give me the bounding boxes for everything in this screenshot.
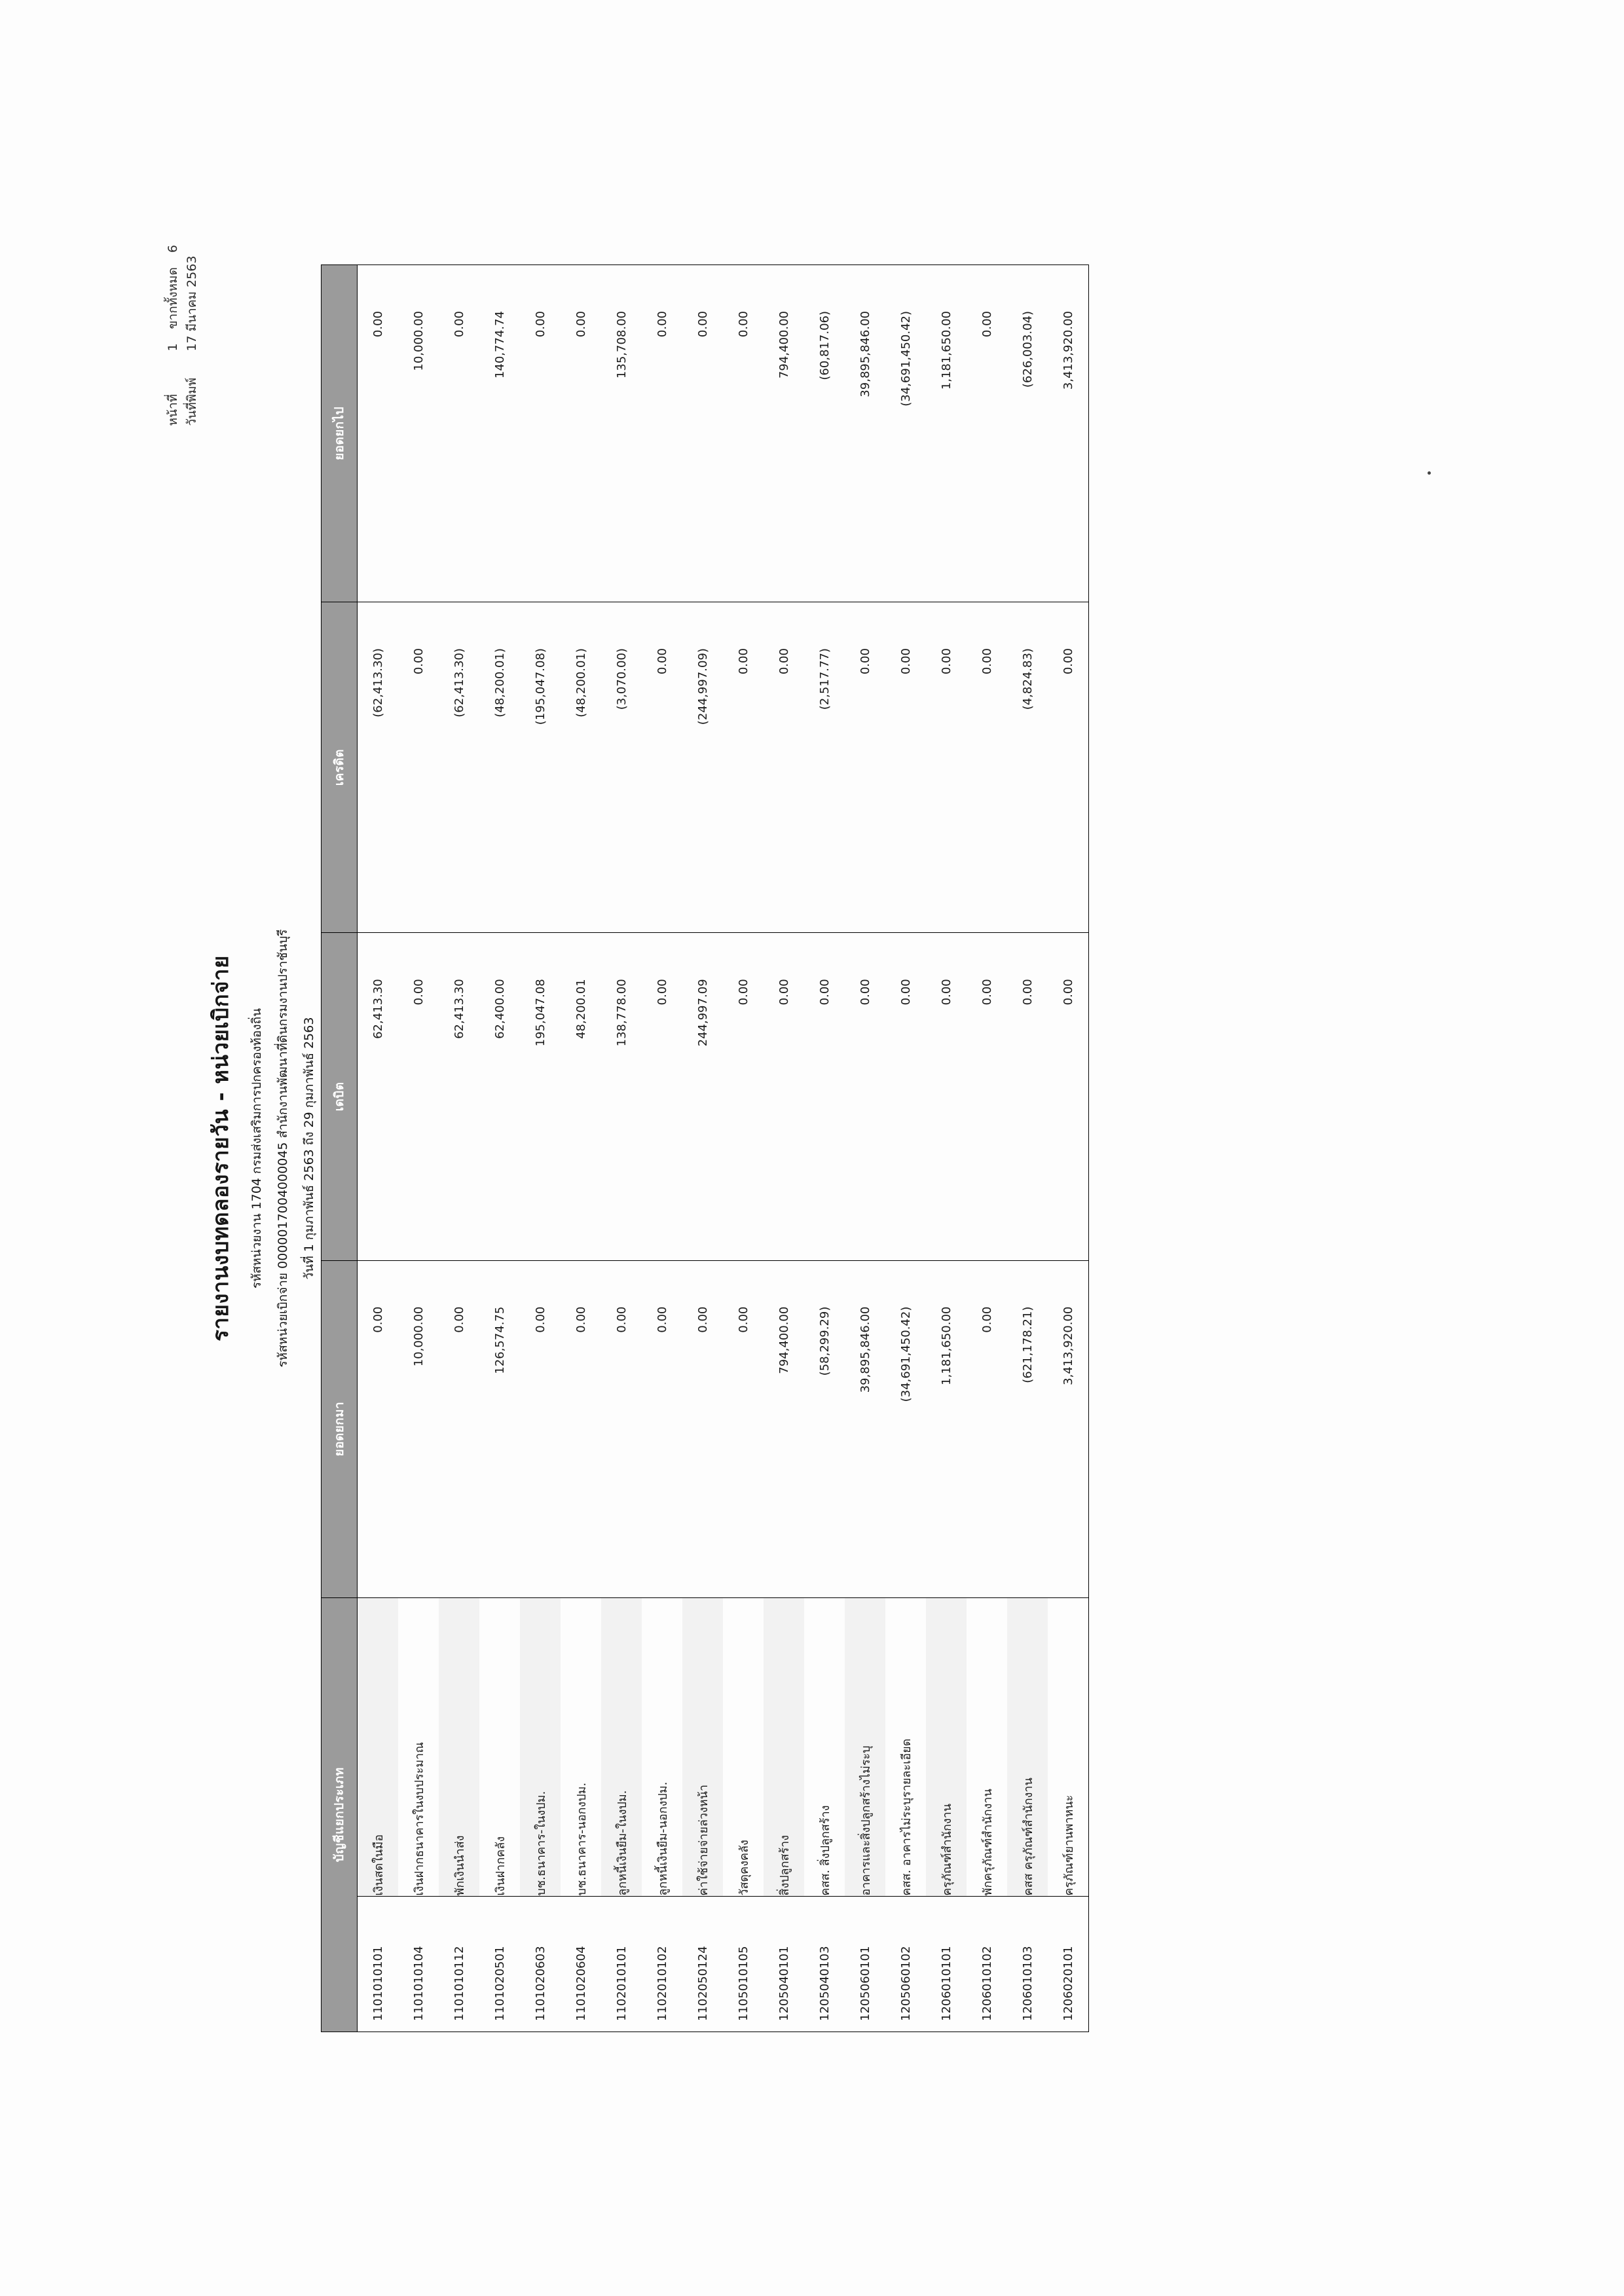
cell-credit: 0.00 — [845, 602, 885, 932]
cell-account-code: 1205040103 — [804, 1896, 845, 2032]
cell-closing-balance: 0.00 — [520, 264, 561, 602]
cell-debit: 0.00 — [804, 932, 845, 1260]
table-body — [358, 264, 1089, 2032]
cell-closing-balance: 3,413,920.00 — [1048, 264, 1089, 602]
cell-opening-balance: (621,178.21) — [1007, 1260, 1048, 1597]
cell-debit: 138,778.00 — [601, 932, 642, 1260]
table-row — [439, 264, 479, 2032]
table-row — [520, 264, 561, 2032]
cell-credit: (3,070.00) — [601, 602, 642, 932]
cell-account-name: คสส ครุภัณฑ์สำนักงาน — [1007, 1597, 1048, 1896]
cell-debit: 195,047.08 — [520, 932, 561, 1260]
cell-account-code: 1206010101 — [926, 1896, 967, 2032]
cell-credit: 0.00 — [764, 602, 804, 932]
col-header-credit: เครดิต — [322, 602, 358, 932]
cell-opening-balance: 1,181,650.00 — [926, 1260, 967, 1597]
cell-debit: 48,200.01 — [561, 932, 601, 1260]
table-row — [723, 264, 764, 2032]
table-row — [561, 264, 601, 2032]
page-number-row — [164, 245, 183, 426]
cell-account-name: ครุภัณฑ์ยานพาหนะ — [1048, 1597, 1089, 1896]
cell-opening-balance: 0.00 — [358, 1260, 399, 1597]
cell-opening-balance: (58,299.29) — [804, 1260, 845, 1597]
cell-closing-balance: 0.00 — [561, 264, 601, 602]
cell-debit: 0.00 — [926, 932, 967, 1260]
table-row — [1007, 264, 1048, 2032]
cell-account-code: 1101020604 — [561, 1896, 601, 2032]
print-date-label: วันที่พิมพ์ — [185, 377, 200, 426]
cell-closing-balance: 135,708.00 — [601, 264, 642, 602]
cell-account-name: วัสดุคงคลัง — [723, 1597, 764, 1896]
cell-account-code: 1101020603 — [520, 1896, 561, 2032]
cell-credit: (4,824.83) — [1007, 602, 1048, 932]
table-row — [358, 264, 399, 2032]
total-pages: 6 — [166, 244, 180, 253]
cell-opening-balance: 39,895,846.00 — [845, 1260, 885, 1597]
cell-closing-balance: 0.00 — [723, 264, 764, 602]
cell-account-code: 1206010103 — [1007, 1896, 1048, 2032]
cell-opening-balance: 0.00 — [642, 1260, 682, 1597]
table-row — [479, 264, 520, 2032]
cell-account-code: 1101010112 — [439, 1896, 479, 2032]
cell-account-name: สิ่งปลูกสร้าง — [764, 1597, 804, 1896]
cell-debit: 62,400.00 — [479, 932, 520, 1260]
cell-account-code: 1105010105 — [723, 1896, 764, 2032]
cell-debit: 0.00 — [642, 932, 682, 1260]
cell-debit: 62,413.30 — [358, 932, 399, 1260]
cell-account-name: เงินสดในมือ — [358, 1597, 399, 1896]
print-date-value: 17 มีนาคม 2563 — [185, 255, 200, 352]
org-code-line: รหัสหน่วยงาน 1704 กรมส่งเสริมการปกครองท้องถิ่น — [249, 1008, 264, 1288]
cell-credit: 0.00 — [1048, 602, 1089, 932]
cell-closing-balance: 1,181,650.00 — [926, 264, 967, 602]
cell-opening-balance: 3,413,920.00 — [1048, 1260, 1089, 1597]
cell-debit: 0.00 — [723, 932, 764, 1260]
col-header-account: บัญชีแยกประเภท — [322, 1597, 358, 2032]
cell-account-code: 1205060102 — [885, 1896, 926, 2032]
cell-credit: (48,200.01) — [561, 602, 601, 932]
cell-credit: 0.00 — [967, 602, 1007, 932]
table-row — [885, 264, 926, 2032]
period-line: วันที่ 1 กุมภาพันธ์ 2563 ถึง 29 กุมภาพันธ์ 2563 — [302, 1017, 316, 1279]
cell-account-name: ลูกหนี้เงินยืม-ในงปม. — [601, 1597, 642, 1896]
print-date-row — [183, 245, 202, 426]
total-label: ขากทั้งหมด — [166, 266, 180, 329]
cell-account-code: 1102010102 — [642, 1896, 682, 2032]
cell-debit: 0.00 — [764, 932, 804, 1260]
cell-opening-balance: 794,400.00 — [764, 1260, 804, 1597]
col-header-debit: เดบิต — [322, 932, 358, 1260]
cell-debit: 0.00 — [885, 932, 926, 1260]
cell-account-name: ค่าใช้จ่ายจ่ายล่วงหน้า — [682, 1597, 723, 1896]
cell-opening-balance: 0.00 — [723, 1260, 764, 1597]
cell-account-name: พักครุภัณฑ์สำนักงาน — [967, 1597, 1007, 1896]
cell-account-name: อาคารและสิ่งปลูกสร้างไม่ระบุ — [845, 1597, 885, 1896]
cell-opening-balance: 0.00 — [520, 1260, 561, 1597]
cell-account-code: 1205060101 — [845, 1896, 885, 2032]
cell-closing-balance: (34,691,450.42) — [885, 264, 926, 602]
col-header-opening: ยอดยกมา — [322, 1260, 358, 1597]
table-row — [398, 264, 439, 2032]
cell-closing-balance: 794,400.00 — [764, 264, 804, 602]
cell-account-code: 1206020101 — [1048, 1896, 1089, 2032]
cell-account-name: คสส. สิ่งปลูกสร้าง — [804, 1597, 845, 1896]
cell-account-name: เงินฝากคลัง — [479, 1597, 520, 1896]
cell-credit: (195,047.08) — [520, 602, 561, 932]
cell-credit: 0.00 — [723, 602, 764, 932]
cell-opening-balance: 0.00 — [601, 1260, 642, 1597]
cell-closing-balance: 140,774.74 — [479, 264, 520, 602]
cell-closing-balance: 39,895,846.00 — [845, 264, 885, 602]
table-row — [926, 264, 967, 2032]
cell-opening-balance: (34,691,450.42) — [885, 1260, 926, 1597]
cell-account-name: บช.ธนาคาร-ในงปม. — [520, 1597, 561, 1896]
cell-debit: 0.00 — [967, 932, 1007, 1260]
table-row — [1048, 264, 1089, 2032]
trial-balance-table — [321, 264, 1089, 2032]
cell-credit: 0.00 — [885, 602, 926, 932]
page-title: รายงานงบทดลองรายวัน - หน่วยเบิกจ่าย — [208, 955, 233, 1341]
cell-account-code: 1102050124 — [682, 1896, 723, 2032]
cell-credit: 0.00 — [926, 602, 967, 932]
cell-opening-balance: 0.00 — [439, 1260, 479, 1597]
table-row — [845, 264, 885, 2032]
cell-closing-balance: 0.00 — [642, 264, 682, 602]
table-header-row — [322, 264, 358, 2032]
cell-closing-balance: 0.00 — [358, 264, 399, 602]
cell-debit: 0.00 — [1007, 932, 1048, 1260]
cell-account-code: 1101010104 — [398, 1896, 439, 2032]
cell-credit: (2,517.77) — [804, 602, 845, 932]
cell-account-code: 1101020501 — [479, 1896, 520, 2032]
table-row — [804, 264, 845, 2032]
cell-closing-balance: 0.00 — [967, 264, 1007, 602]
cell-debit: 62,413.30 — [439, 932, 479, 1260]
scan-artifact-dot — [1428, 471, 1431, 475]
cell-closing-balance: 0.00 — [682, 264, 723, 602]
cell-account-name: พักเงินนำส่ง — [439, 1597, 479, 1896]
cell-credit: (62,413.30) — [439, 602, 479, 932]
cell-closing-balance: 0.00 — [439, 264, 479, 602]
page-label: หน้าที่ — [166, 393, 180, 426]
table-row — [967, 264, 1007, 2032]
cell-opening-balance: 0.00 — [682, 1260, 723, 1597]
cell-account-name: บช.ธนาคาร-นอกงปม. — [561, 1597, 601, 1896]
cell-closing-balance: 10,000.00 — [398, 264, 439, 602]
cell-account-name: ลูกหนี้เงินยืม-นอกงปม. — [642, 1597, 682, 1896]
cell-debit: 244,997.09 — [682, 932, 723, 1260]
cell-account-name: คสส. อาคารไม่ระบุรายละเอียด — [885, 1597, 926, 1896]
cell-opening-balance: 0.00 — [561, 1260, 601, 1597]
table-head — [322, 264, 358, 2032]
cell-opening-balance: 126,574.75 — [479, 1260, 520, 1597]
cell-account-name: ครุภัณฑ์สำนักงาน — [926, 1597, 967, 1896]
cell-debit: 0.00 — [845, 932, 885, 1260]
cell-account-code: 1102010101 — [601, 1896, 642, 2032]
cell-account-code: 1101010101 — [358, 1896, 399, 2032]
cell-opening-balance: 0.00 — [967, 1260, 1007, 1597]
cell-opening-balance: 10,000.00 — [398, 1260, 439, 1597]
cell-account-name: เงินฝากธนาคารในงบประมาณ — [398, 1597, 439, 1896]
cell-account-code: 1205040101 — [764, 1896, 804, 2032]
trial-balance-table-wrap — [321, 264, 1089, 2032]
cell-debit: 0.00 — [398, 932, 439, 1260]
cell-credit: (244,997.09) — [682, 602, 723, 932]
page-meta — [164, 245, 202, 426]
cell-credit: (62,413.30) — [358, 602, 399, 932]
cell-credit: (48,200.01) — [479, 602, 520, 932]
page-number: 1 — [166, 342, 180, 352]
rotated-landscape-canvas — [124, 166, 1500, 2130]
cell-closing-balance: (60,817.06) — [804, 264, 845, 602]
report-header — [203, 166, 319, 2130]
col-header-closing: ยอดยกไป — [322, 264, 358, 602]
table-row — [642, 264, 682, 2032]
table-row — [682, 264, 723, 2032]
cell-credit: 0.00 — [642, 602, 682, 932]
table-row — [601, 264, 642, 2032]
cell-credit: 0.00 — [398, 602, 439, 932]
table-row — [764, 264, 804, 2032]
unit-code-line: รหัสหน่วยเบิกจ่าย 0000017004000045 สำนักงานพัฒนาที่ดินกรมงานปราชันบุรี — [276, 928, 290, 1368]
cell-closing-balance: (626,003.04) — [1007, 264, 1048, 602]
cell-account-code: 1206010102 — [967, 1896, 1007, 2032]
cell-debit: 0.00 — [1048, 932, 1089, 1260]
